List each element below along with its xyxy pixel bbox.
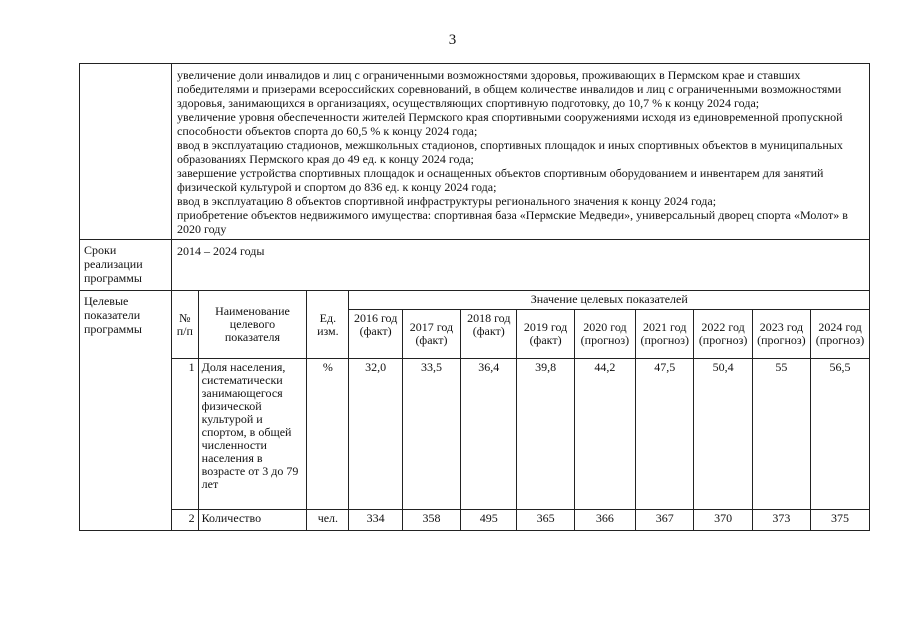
header-year: 2022 год (прогноз) (694, 310, 752, 359)
row-value: 32,0 (349, 359, 402, 510)
objectives-cell (172, 64, 870, 240)
row-num: 2 (172, 510, 198, 531)
row-value: 55 (752, 359, 810, 510)
row-unit: чел. (307, 510, 349, 531)
objective-item: ввод в эксплуатацию 8 объектов спортивной инфраструктуры регионального значения к концу 2024 года; (177, 194, 717, 208)
objective-item: завершение устройства спортивных площадок и оснащенных объектов спортивным оборудованием и инвентарем для занятий физической культурой и спортом до 836 ед. к концу 2024 года; (177, 166, 824, 194)
indicators-label: Целевые показатели программы (80, 291, 172, 531)
row-value: 370 (694, 510, 752, 531)
objective-item: увеличение уровня обеспеченности жителей Пермского края спортивными сооружениями исходя из единовременной пропускной способности объектов спорта до 60,5 % к концу 2024 года; (177, 110, 843, 138)
row-value: 365 (517, 510, 574, 531)
indicators-table (172, 291, 869, 530)
row-value: 50,4 (694, 359, 752, 510)
row-value: 33,5 (402, 359, 460, 510)
table-row (172, 510, 869, 531)
row-num: 1 (172, 359, 198, 510)
objectives-row (80, 64, 870, 240)
row-value: 366 (574, 510, 635, 531)
row-value: 367 (636, 510, 694, 531)
row-name: Количество (198, 510, 307, 531)
period-row (80, 240, 870, 291)
period-value: 2014 – 2024 годы (172, 240, 870, 291)
header-num: № п/п (172, 291, 198, 359)
header-year: 2021 год (прогноз) (636, 310, 694, 359)
header-year: 2018 год (факт) (461, 310, 517, 359)
objective-item: приобретение объектов недвижимого имущества: спортивная база «Пермские Медведи», универсальный дворец спорта «Молот» в 2020 году (177, 208, 848, 236)
indicators-header-row-1 (172, 291, 869, 310)
row-value: 375 (811, 510, 869, 531)
header-year: 2023 год (прогноз) (752, 310, 810, 359)
header-year: 2024 год (прогноз) (811, 310, 869, 359)
row-value: 358 (402, 510, 460, 531)
period-label: Сроки реализации программы (80, 240, 172, 291)
objective-item: ввод в эксплуатацию стадионов, межшкольных стадионов, спортивных площадок и иных спортивных объектов в муниципальных образованиях Пермского края до 49 ед. к концу 2024 года; (177, 138, 843, 166)
header-group: Значение целевых показателей (349, 291, 869, 310)
row-value: 36,4 (461, 359, 517, 510)
objective-item: увеличение доли инвалидов и лиц с ограниченными возможностями здоровья, проживающих в Пермском крае и ставших победителями и призерами всероссийских соревнований, в общем количестве инвалидов и лиц с ограниченными возможностями здоровья, занимающихся в организациях, осуществляющих спортивную подготовку, до 10,7 % к концу 2024 года; (177, 68, 842, 110)
row-value: 334 (349, 510, 402, 531)
indicators-cell (172, 291, 870, 531)
row-value: 44,2 (574, 359, 635, 510)
row-value: 39,8 (517, 359, 574, 510)
row-value: 373 (752, 510, 810, 531)
table-row (172, 359, 869, 510)
row-value: 47,5 (636, 359, 694, 510)
row-value: 495 (461, 510, 517, 531)
objectives-label-cell (80, 64, 172, 240)
header-unit: Ед. изм. (307, 291, 349, 359)
header-year: 2016 год (факт) (349, 310, 402, 359)
row-unit: % (307, 359, 349, 510)
header-year: 2020 год (прогноз) (574, 310, 635, 359)
row-value: 56,5 (811, 359, 869, 510)
header-year: 2017 год (факт) (402, 310, 460, 359)
program-passport-table (79, 63, 870, 531)
row-name: Доля населения, систематически занимающегося физической культурой и спортом, в общей численности населения в возрасте от 3 до 79 лет (198, 359, 307, 510)
indicators-row (80, 291, 870, 531)
header-name: Наименование целевого показателя (198, 291, 307, 359)
header-year: 2019 год (факт) (517, 310, 574, 359)
page-number: 3 (448, 32, 457, 48)
